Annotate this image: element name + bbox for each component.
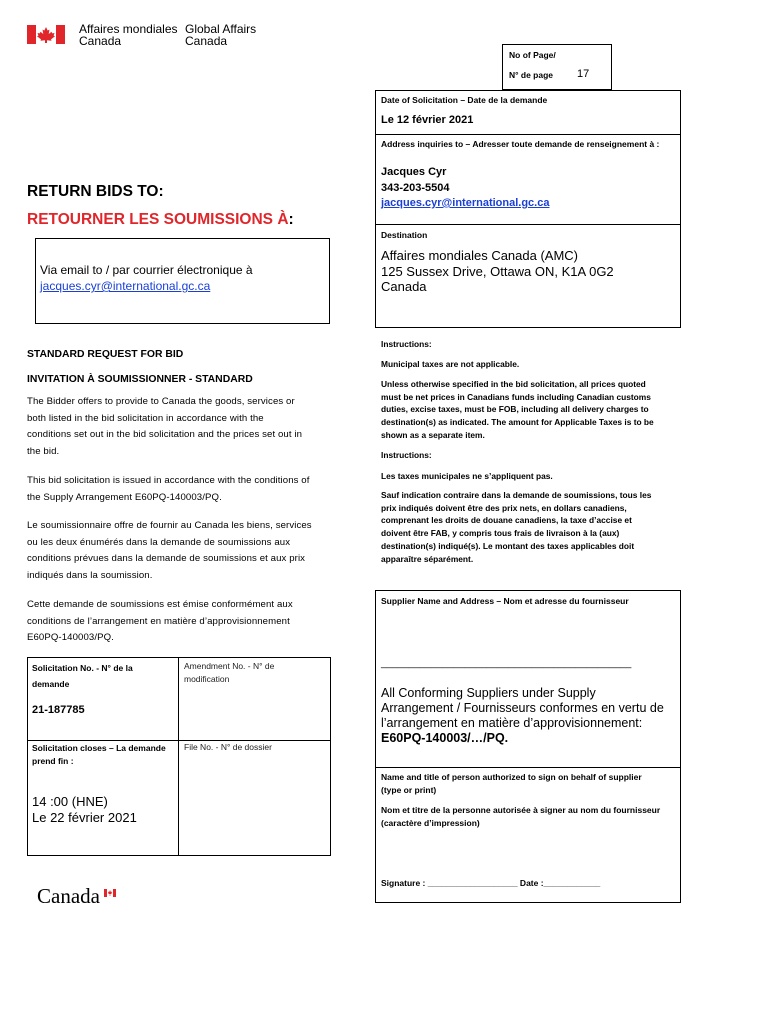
canada-flag-icon [27, 25, 65, 44]
instructions-municipal-en: Municipal taxes are not applicable. [381, 359, 520, 369]
authorized-person-en: Name and title of person authorized to sign on behalf of supplier (type or print) [381, 772, 642, 795]
instructions-paragraph-fr: Sauf indication contraire dans la demande de soumissions, tous les prix indiqués doivent être des prix nets, en dollars canadiens, comprenant les droits de douane canadiens, la taxe d’accise et doivent être FAB, y compris tous frais de livraison à la (aux) destination(s) indiqué(s). Le montant des taxes applicables doit apparaître séparément. [381, 490, 652, 564]
supplier-box [375, 590, 681, 903]
amendment-no-label: Amendment No. - N° de modification [184, 661, 275, 684]
solicitation-date-value: Le 12 février 2021 [381, 114, 474, 126]
supplier-description: All Conforming Suppliers under Supply Arrangement / Fournisseurs conformes en vertu de l’arrangement en matière d’approvisionnement: E60PQ-140003/…/PQ. [381, 686, 664, 745]
no-of-page-label: No of Page/ [509, 50, 556, 60]
return-bids-title: RETURN BIDS TO: [27, 183, 164, 200]
solicitation-no-value: 21-187785 [32, 704, 85, 716]
page-count-value: 17 [577, 68, 590, 80]
instructions-paragraph-en: Unless otherwise specified in the bid solicitation, all prices quoted must be net prices in Canadians funds including Canadian customs duties, excise taxes, must be FOB, including all delivery charges to destination(s) as indicated. The amount for Applicable Taxes is to be shown as a separate item. [381, 379, 654, 440]
heading-standard-request: STANDARD REQUEST FOR BID [27, 349, 184, 360]
paragraph-supply-arrangement: This bid solicitation is issued in accordance with the conditions of the Supply Arrangement E60PQ-140003/PQ. [27, 475, 310, 503]
return-bids-title-fr: RETOURNER LES SOUMISSIONS À: [27, 211, 294, 228]
contact-phone: 343-203-5504 [381, 182, 450, 194]
canada-wordmark: Canada [37, 884, 100, 909]
paragraph-demande-conforme: Cette demande de soumissions est émise conformément aux conditions de l’arrangement en matière d’approvisionnement E60PQ-140003/PQ. [27, 599, 293, 643]
destination-label: Destination [381, 230, 428, 240]
solicitation-date-label: Date of Solicitation – Date de la demande [381, 95, 548, 105]
signature-date-line: Signature : ___________________ Date :____________ [381, 878, 601, 888]
instructions-municipal-fr: Les taxes municipales ne s’appliquent pas. [381, 471, 553, 481]
file-no-label: File No. - N° de dossier [184, 742, 272, 752]
return-via-text: Via email to / par courrier électronique à [40, 263, 253, 277]
solicitation-closes-label: Solicitation closes – La demande prend fin : [32, 743, 166, 766]
paragraph-bidder-offer: The Bidder offers to provide to Canada the goods, services or both listed in the bid solicitation in accordance with the conditions set out in the bid solicitation and the prices set out in the bid. [27, 396, 303, 457]
department-name-en: Global Affairs Canada [185, 22, 257, 48]
contact-name: Jacques Cyr [381, 166, 447, 178]
n-de-page-label: N° de page [509, 70, 554, 80]
destination-address: Affaires mondiales Canada (AMC) 125 Sussex Drive, Ottawa ON, K1A 0G2 Canada [381, 248, 614, 294]
paragraph-soumissionnaire: Le soumissionnaire offre de fournir au Canada les biens, services ou les deux énumérés dans la demande de soumissions aux conditions prévues dans la demande de soumissions et aux prix indiqués dans la soumission. [27, 520, 312, 581]
authorized-person-fr: Nom et titre de la personne autorisée à signer au nom du fournisseur (caractère d’impression) [381, 805, 661, 828]
supplier-label: Supplier Name and Address – Nom et adresse du fournisseur [381, 596, 629, 606]
return-email-link[interactable]: jacques.cyr@international.gc.ca [40, 279, 211, 293]
supplier-name-line: _____________________________________________ [381, 658, 632, 669]
instructions-label-fr: Instructions: [381, 450, 432, 460]
department-name-fr: Affaires mondiales Canada [79, 22, 178, 48]
solicitation-closes-value: 14 :00 (HNE) Le 22 février 2021 [32, 794, 137, 825]
contact-email-link[interactable]: jacques.cyr@international.gc.ca [381, 197, 550, 209]
heading-invitation: INVITATION À SOUMISSIONNER - STANDARD [27, 374, 253, 385]
solicitation-no-label: Solicitation No. - N° de la demande [32, 663, 133, 689]
wordmark-flag-icon [104, 884, 116, 892]
address-inquiries-label: Address inquiries to – Adresser toute demande de renseignement à : [381, 139, 660, 149]
instructions-label-en: Instructions: [381, 339, 432, 349]
